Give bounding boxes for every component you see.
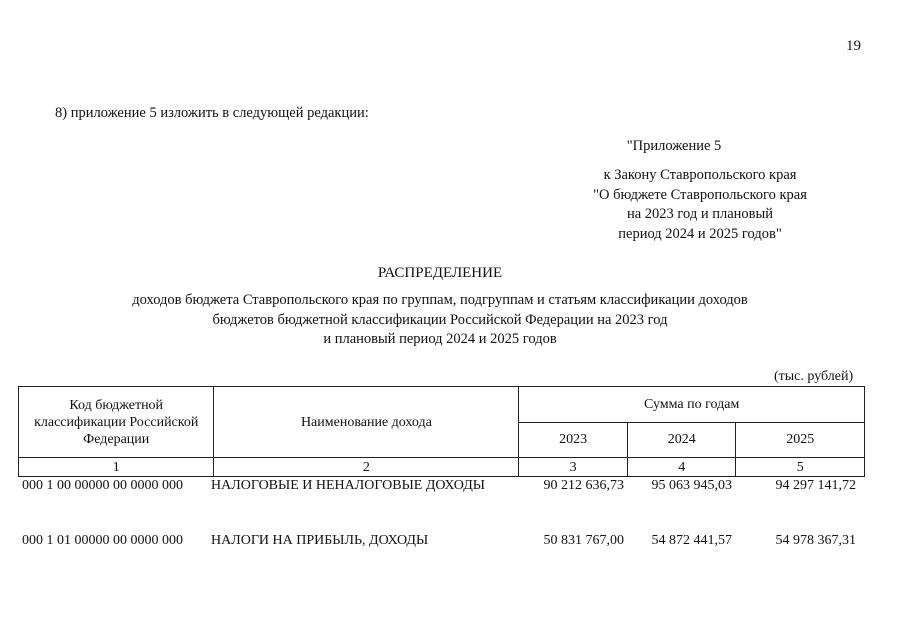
row-2-code: 000 1 01 00000 00 0000 000 — [22, 533, 183, 548]
amendment-instruction: 8) приложение 5 изложить в следующей редакции: — [55, 105, 369, 121]
header-sum-by-years: Сумма по годам — [519, 387, 865, 423]
appendix-line-3: на 2023 год и плановый — [626, 206, 774, 222]
appendix-line-2: "О бюджете Ставропольского края — [593, 187, 807, 203]
column-number: 5 — [736, 458, 865, 477]
row-1-code: 000 1 00 00000 00 0000 000 — [22, 478, 183, 493]
row-1-value-2025: 94 297 141,72 — [775, 478, 856, 493]
row-2-name: НАЛОГИ НА ПРИБЫЛЬ, ДОХОДЫ — [211, 533, 429, 548]
units-note: (тыс. рублей) — [774, 369, 854, 384]
row-1-name: НАЛОГОВЫЕ И НЕНАЛОГОВЫЕ ДОХОДЫ — [211, 478, 485, 493]
column-number-row — [19, 458, 865, 477]
column-number: 2 — [214, 458, 519, 477]
header-year-2023: 2023 — [519, 422, 628, 458]
header-code-line-2: классификации Российской — [34, 414, 199, 430]
appendix-title: "Приложение 5 — [626, 138, 722, 154]
header-code-line-1: Код бюджетной — [69, 397, 164, 413]
header-year-2025: 2025 — [736, 422, 865, 458]
appendix-line-1: к Закону Ставропольского края — [603, 167, 797, 183]
revenue-table — [18, 386, 865, 477]
document-subheading-line-2: бюджетов бюджетной классификации Российской Федерации на 2023 год — [212, 312, 668, 328]
header-code — [19, 387, 214, 458]
row-2-value-2024: 54 872 441,57 — [651, 533, 732, 548]
document-heading: РАСПРЕДЕЛЕНИЕ — [377, 265, 503, 281]
column-number: 4 — [627, 458, 736, 477]
document-subheading-line-1: доходов бюджета Ставропольского края по группам, подгруппам и статьям классификации доходов — [132, 292, 748, 308]
header-year-2024: 2024 — [627, 422, 736, 458]
row-2-value-2025: 54 978 367,31 — [775, 533, 856, 548]
table-header-row — [19, 387, 865, 423]
column-number: 3 — [519, 458, 628, 477]
page-number: 19 — [846, 38, 861, 54]
header-name: Наименование дохода — [214, 387, 519, 458]
document-subheading-line-3: и плановый период 2024 и 2025 годов — [323, 331, 557, 347]
appendix-line-4: период 2024 и 2025 годов" — [618, 226, 782, 242]
column-number: 1 — [19, 458, 214, 477]
row-1-value-2023: 90 212 636,73 — [543, 478, 624, 493]
row-2-value-2023: 50 831 767,00 — [543, 533, 624, 548]
row-1-value-2024: 95 063 945,03 — [651, 478, 732, 493]
header-code-line-3: Федерации — [83, 431, 150, 447]
